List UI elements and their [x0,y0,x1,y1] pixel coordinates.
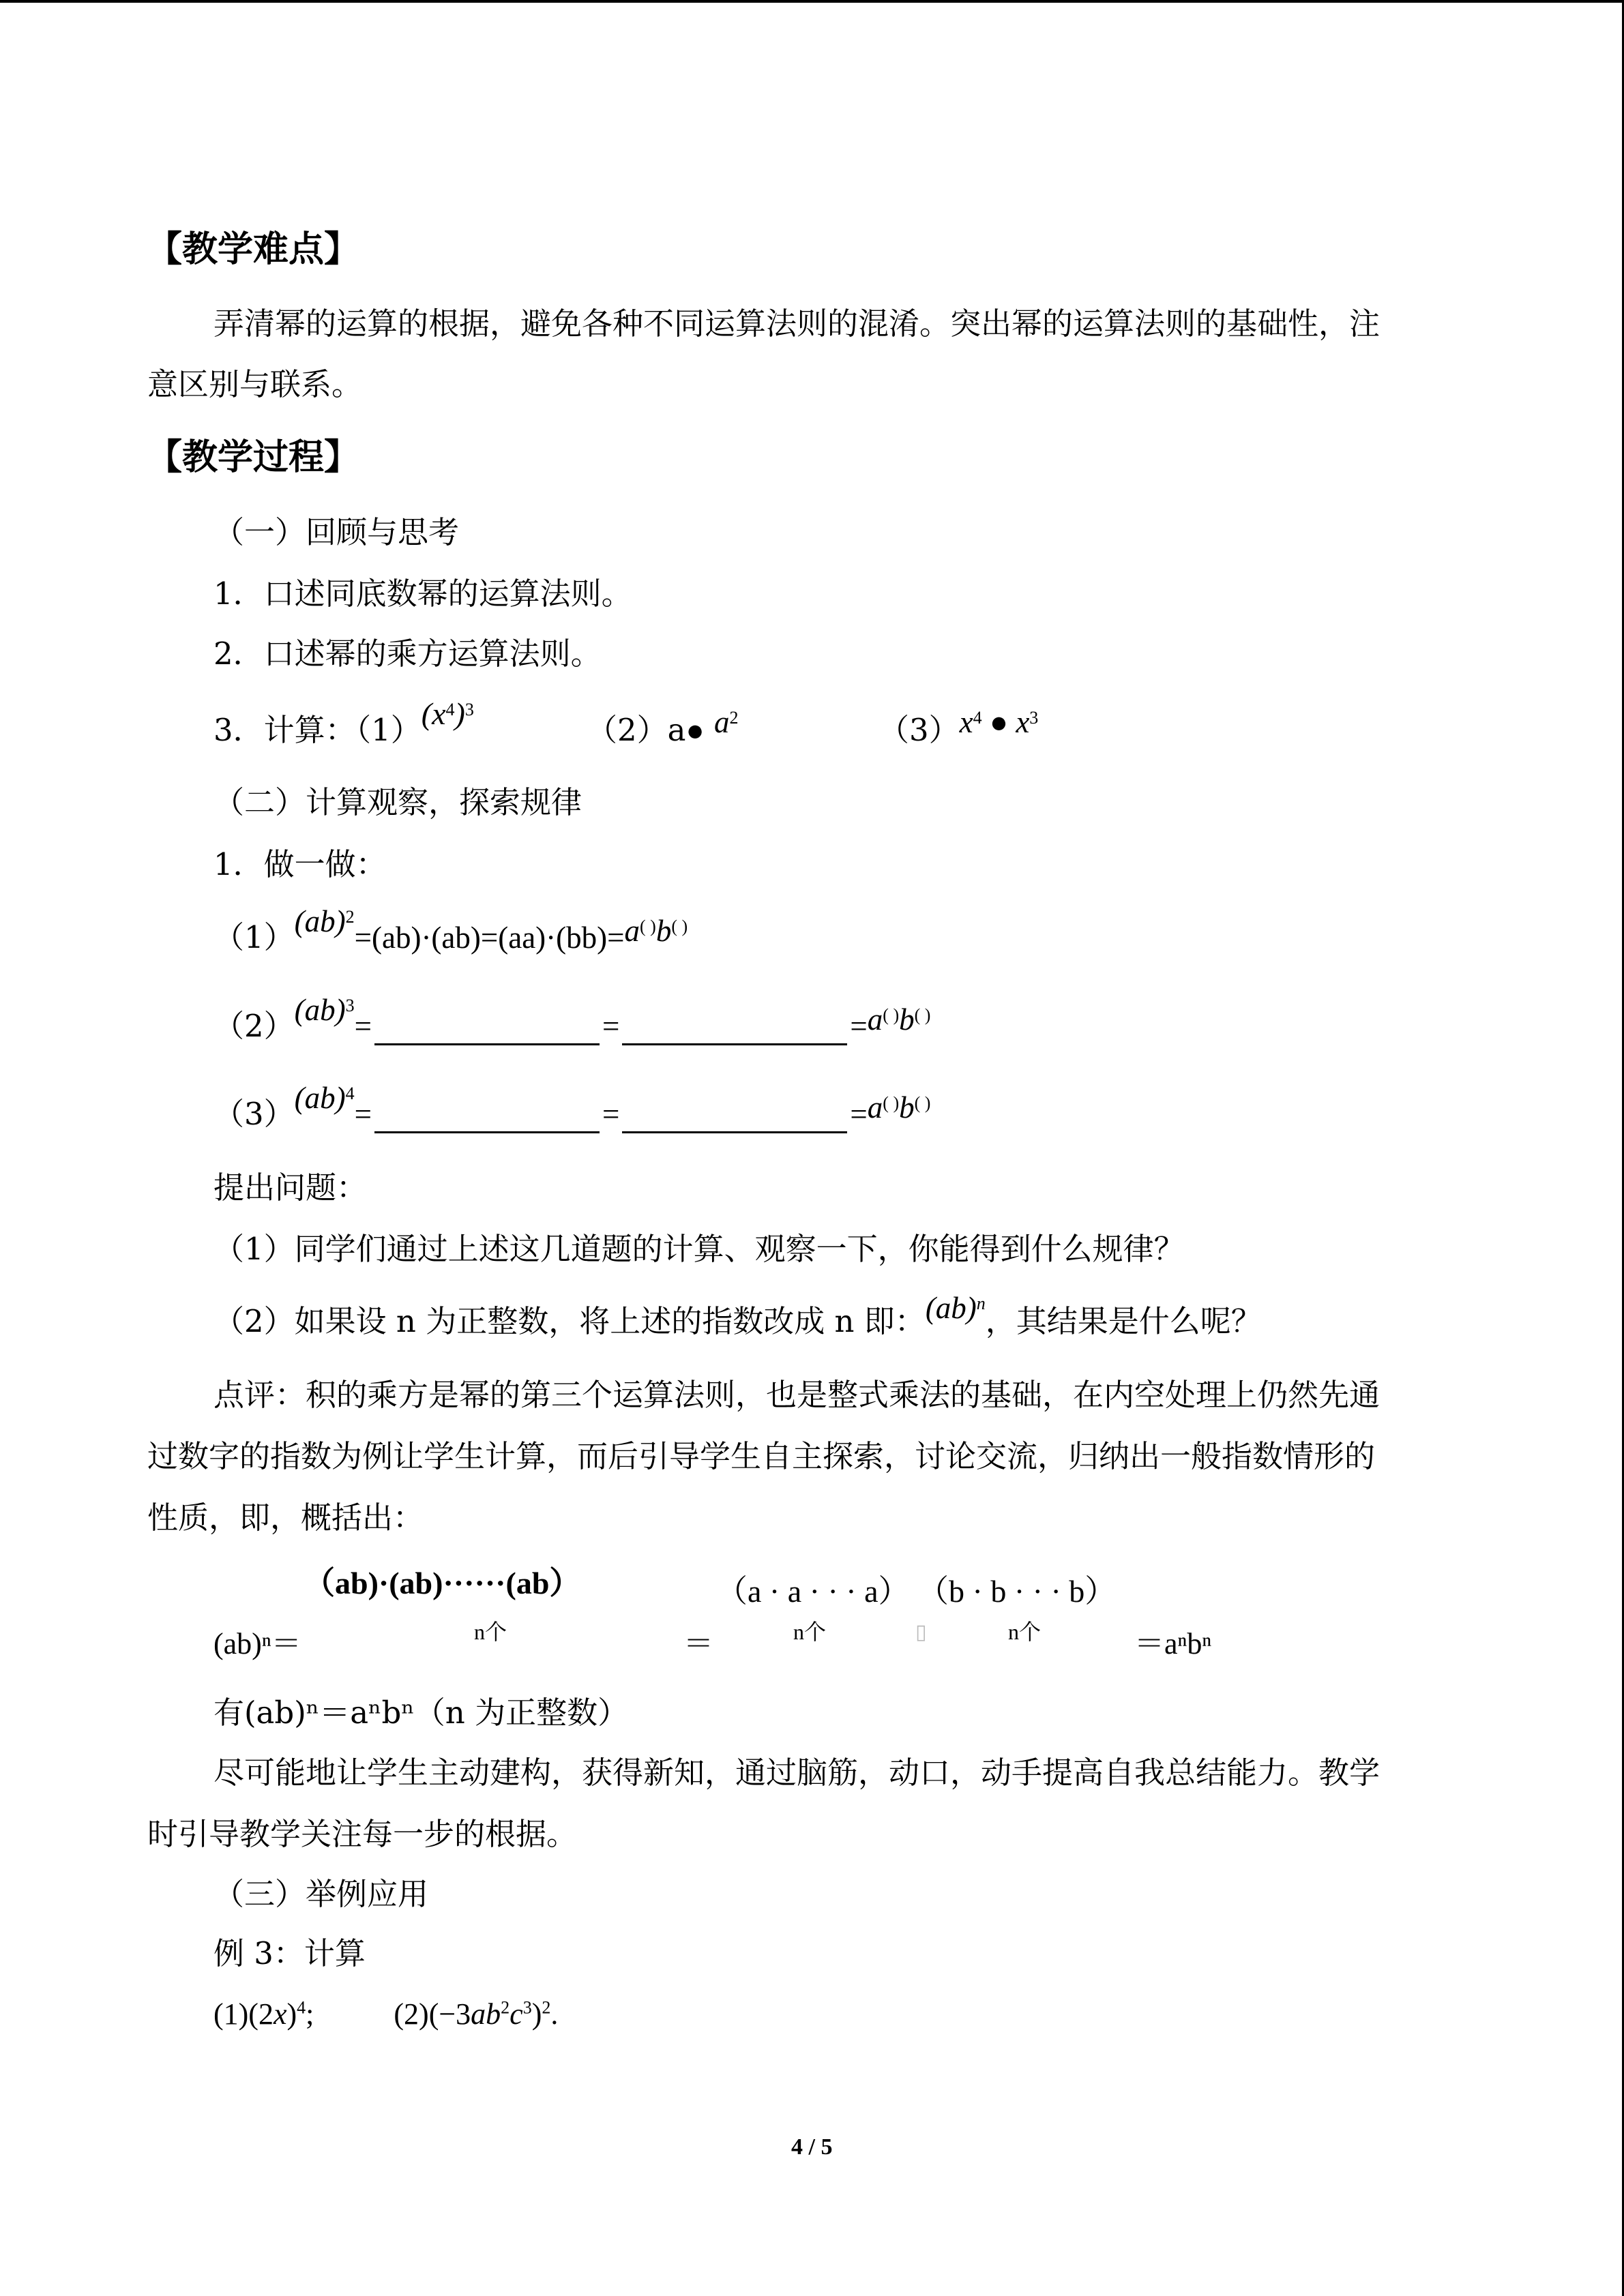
comment-line-2: 过数字的指数为例让学生计算，而后引导学生自主探索，讨论交流，归纳出一般指数情形的 [147,1438,1376,1474]
derivation-n-3: n个 [1008,1620,1042,1644]
blank-2b[interactable] [622,1012,847,1045]
section1-item-3-part3: $(3)x^4$ ● $x^3$ [879,705,1039,748]
exercise-1: （1）(ab)$^2$=(ab)·(ab)=(aa)·(bb)=a( )b( ) [213,904,688,955]
note-line-1: 尽可能地让学生主动建构，获得新知，通过脑筋，动口，动手提高自我总结能力。教学 [213,1755,1381,1791]
formula-x4-cubed: $(x^4)^3$ [421,696,474,731]
example-3: 例 3：计算 [213,1935,366,1971]
question-title: 提出问题： [213,1169,368,1206]
item3-label: 3．计算：（1） [213,712,422,748]
section1-item-2: 2．口述幂的乘方运算法则。 [213,636,602,672]
section1-item-1: 1．口述同底数幂的运算法则。 [213,576,632,612]
difficulty-line-1: 弄清幂的运算的根据，避免各种不同运算法则的混淆。突出幂的运算法则的基础性，注 [213,305,1381,342]
blank-3a[interactable] [374,1100,600,1133]
section1-item-3 [213,696,474,749]
problem-2: $(2)(-3ab^2c^3)^2$. [394,1997,559,2031]
exercise-2: （2）(ab)$^3$= = =a( )b( ) [213,993,931,1044]
exercise-3: （3）(ab)$^4$= = =a( )b( ) [213,1081,931,1132]
heading-process: 【教学过程】 [147,437,360,478]
derivation-top-3: （b · b · · · b） [917,1574,1117,1609]
heading-difficulty: 【教学难点】 [147,229,360,270]
section2-doit: 1．做一做： [213,846,387,882]
derivation-rhs: ＝aⁿbⁿ [1134,1627,1212,1660]
blank-2a[interactable] [374,1012,600,1045]
derivation-n-2: n个 [793,1620,827,1644]
derivation-top-1: （ab)·(ab)······(ab） [304,1566,581,1600]
question-1: （1）同学们通过上述这几道题的计算、观察一下，你能得到什么规律？ [213,1231,1185,1267]
note-line-2: 时引导教学关注每一步的根据。 [147,1816,578,1852]
derivation-eq: ＝ [683,1627,713,1660]
difficulty-line-2: 意区别与联系。 [147,366,363,402]
blank-3b[interactable] [622,1100,847,1133]
derivation-top-2: （a · a · · · a） [716,1574,910,1609]
derivation-placeholder-glyph: ▯ [915,1621,927,1643]
section3-title: （三）举例应用 [213,1876,429,1912]
rule-statement: 有(ab)ⁿ＝aⁿbⁿ（n 为正整数） [213,1695,629,1731]
derivation-lhs: (ab)ⁿ＝ [213,1627,301,1660]
section1-title: （一）回顾与思考 [213,514,460,550]
question-2: （2）如果设 n 为正整数，将上述的指数改成 n 即：(ab)$^n$，其结果是什么呢？ [213,1291,1262,1339]
derivation-n-1: n个 [474,1620,507,1644]
example-3-problems [213,1997,558,2031]
problem-1: $(1)(2x)^4$; [213,1997,314,2031]
comment-line-3: 性质，即，概括出： [147,1500,424,1536]
section1-item-3-part2: （2）a● $a^2$ [587,705,739,748]
section2-title: （二）计算观察，探索规律 [213,784,582,820]
comment-line-1: 点评：积的乘方是幂的第三个运算法则，也是整式乘法的基础，在内空处理上仍然先通 [213,1377,1381,1413]
top-border [0,0,1624,3]
page-number: 4 / 5 [791,2134,833,2160]
